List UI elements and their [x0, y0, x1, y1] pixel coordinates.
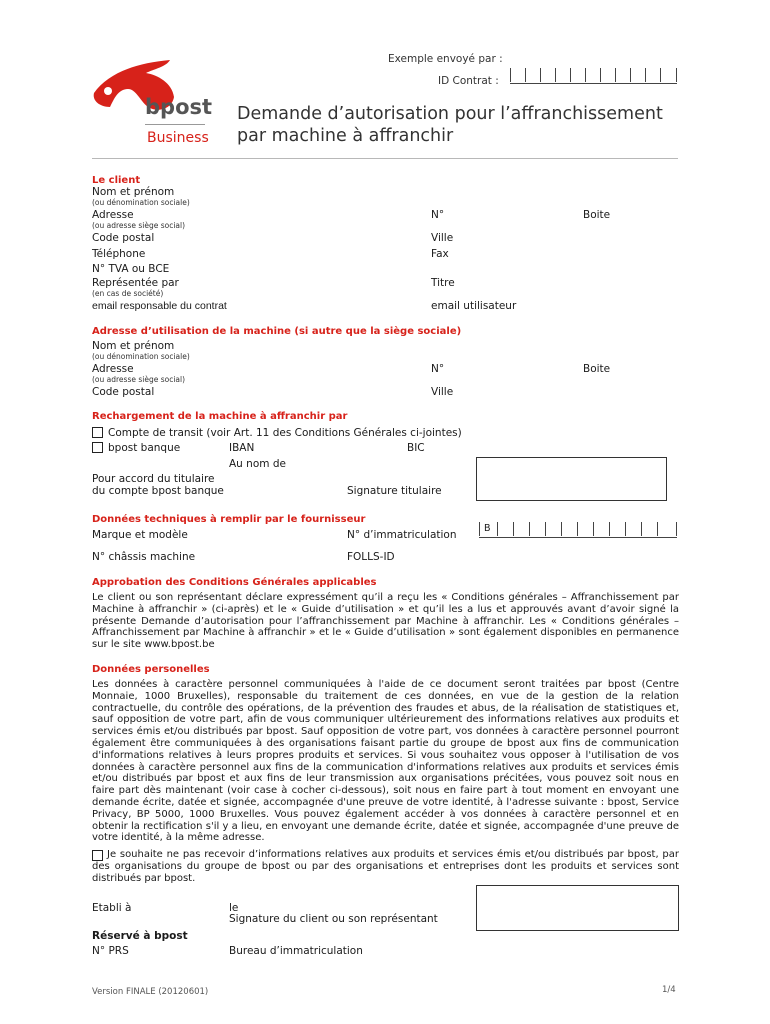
approbation-text: Le client ou son représentant déclare expressément qu’il a reçu les « Conditions générales – Affranchissement par Machine à affranchir » (ci-après) et le « Guide d’utilisation » et qu’il les a lus et approuvés avant d’avoir signé la présente Demande d’autorisation pour l’affranchissement par Machine à affranchir. Les « Conditions générales – Affranchissement par Machine à affranchir » et le « Guide d’utilisation » sont également disponibles en permanence sur le site www.bpost.be — [92, 592, 679, 651]
personnelles-text: Les données à caractère personnel communiquées à l'aide de ce document seront traitées par bpost (Centre Monnaie, 1000 Bruxelles), responsable du traitement de ces données, en vue de la gestion de la relation contractuelle, du contrôle des opérations, de la prévention des fraudes et abus, de la réalisation de statistiques et, sauf opposition de votre part, afin de vous communiquer ultérieurement des informations relatives aux produits et services émis et/ou distribués par bpost. Sauf opposition de votre part, vos données à caractère personnel pourront également être communiquées à des organisations faisant partie du groupe de bpost aux fins de communication d'informations relatives à leurs propres produits et services. Si vous souhaitez vous opposer à l'utilisation de vos données à caractère personnel aux fins de la communication d'informations relatives aux produits et services émis et/ou distribués par bpost et aux fins de leur transmission aux organisations précitées, vous pouvez soit nous en faire part dès maintenant (voir case à cocher ci-dessous), soit nous en faire part à tout moment en envoyant une demande écrite, datée et signée, accompagnée d'une preuve de votre identité, à l'adresse suivante : bpost, Service Privacy, BP 5000, 1000 Bruxelles. Vous pouvez également accéder à vos données à caractère personnel et en obtenir la rectification s'il y a lieu, en envoyant une demande écrite, datée et signée, accompagnée d'une preuve de votre identité, à la même adresse. — [92, 679, 679, 844]
compte-transit-checkbox[interactable] — [92, 427, 103, 438]
bpost-banque-checkbox[interactable] — [92, 442, 103, 453]
machine-nom-label: Nom et prénom — [92, 340, 175, 352]
personnelles-heading: Données personelles — [92, 664, 210, 675]
client-ville-label: Ville — [431, 232, 454, 244]
client-code-postal-label: Code postal — [92, 232, 155, 244]
folls-label: FOLLS-ID — [347, 551, 395, 563]
page-number: 1/4 — [662, 985, 676, 995]
accord-line1: Pour accord du titulaire — [92, 473, 215, 485]
client-numero-label: N° — [431, 209, 445, 221]
client-email-user-label: email utilisateur — [431, 300, 517, 312]
client-nom-label: Nom et prénom — [92, 186, 175, 198]
immat-label: N° d’immatriculation — [347, 529, 457, 541]
accord-line2: du compte bpost banque — [92, 485, 224, 497]
client-representee-label: Représentée par — [92, 277, 179, 289]
signature-titulaire-box[interactable] — [476, 457, 667, 501]
signature-client-label: Signature du client ou son représentant — [229, 913, 438, 925]
client-email-resp-label: email responsable du contrat — [92, 300, 227, 312]
header-divider — [92, 158, 678, 159]
page-title-line1: Demande d’autorisation pour l’affranchissement — [237, 104, 663, 124]
id-contrat-field[interactable] — [510, 68, 677, 84]
etabli-label: Etabli à — [92, 902, 132, 914]
immat-field[interactable] — [479, 522, 677, 538]
donnees-tech-heading: Données techniques à remplir par le fournisseur — [92, 514, 366, 525]
compte-transit-label: Compte de transit (voir Art. 11 des Conditions Générales ci-jointes) — [108, 427, 462, 439]
client-nom-sub: (ou dénomination sociale) — [92, 198, 190, 207]
machine-nom-sub: (ou dénomination sociale) — [92, 352, 190, 361]
client-boite-label: Boite — [583, 209, 611, 221]
immat-prefix: B — [484, 523, 491, 534]
id-contrat-label: ID Contrat : — [438, 75, 499, 87]
exemple-envoye-label: Exemple envoyé par : — [388, 53, 503, 65]
signature-titulaire-label: Signature titulaire — [347, 485, 442, 497]
bic-label: BIC — [407, 442, 425, 454]
client-tva-label: N° TVA ou BCE — [92, 263, 170, 275]
client-titre-label: Titre — [431, 277, 455, 289]
reserve-heading: Réservé à bpost — [92, 930, 188, 942]
bureau-label: Bureau d’immatriculation — [229, 945, 363, 957]
machine-adresse-sub: (ou adresse siège social) — [92, 375, 186, 384]
approbation-heading: Approbation des Conditions Générales applicables — [92, 577, 377, 588]
bpost-banque-label: bpost banque — [108, 442, 181, 454]
prs-label: N° PRS — [92, 945, 129, 957]
signature-client-box[interactable] — [476, 885, 679, 931]
brand-divider — [145, 124, 205, 125]
client-telephone-label: Téléphone — [92, 248, 146, 260]
brand-sub: Business — [147, 130, 209, 146]
client-adresse-sub: (ou adresse siège social) — [92, 221, 186, 230]
adresse-machine-heading: Adresse d’utilisation de la machine (si autre que la siège sociale) — [92, 326, 462, 337]
iban-label: IBAN — [229, 442, 255, 454]
client-heading: Le client — [92, 175, 141, 186]
version-label: Version FINALE (20120601) — [92, 987, 209, 997]
machine-ville-label: Ville — [431, 386, 454, 398]
brand-name: bpost — [145, 95, 213, 119]
page-title-line2: par machine à affranchir — [237, 126, 454, 146]
machine-adresse-label: Adresse — [92, 363, 134, 375]
client-fax-label: Fax — [431, 248, 449, 260]
optout-text: Je souhaite ne pas recevoir d’informations relatives aux produits et services émis et/ou distribués par bpost, par des organisations du groupe de bpost ou par des organisations et entreprises dont les produits et services sont distribués par bpost. — [92, 849, 679, 884]
marque-label: Marque et modèle — [92, 529, 188, 541]
chassis-label: N° châssis machine — [92, 551, 196, 563]
au-nom-label: Au nom de — [229, 458, 286, 470]
machine-boite-label: Boite — [583, 363, 611, 375]
client-representee-sub: (en cas de société) — [92, 289, 164, 298]
machine-numero-label: N° — [431, 363, 445, 375]
rechargement-heading: Rechargement de la machine à affranchir par — [92, 411, 348, 422]
client-adresse-label: Adresse — [92, 209, 134, 221]
le-label: le — [229, 902, 239, 914]
machine-code-postal-label: Code postal — [92, 386, 155, 398]
